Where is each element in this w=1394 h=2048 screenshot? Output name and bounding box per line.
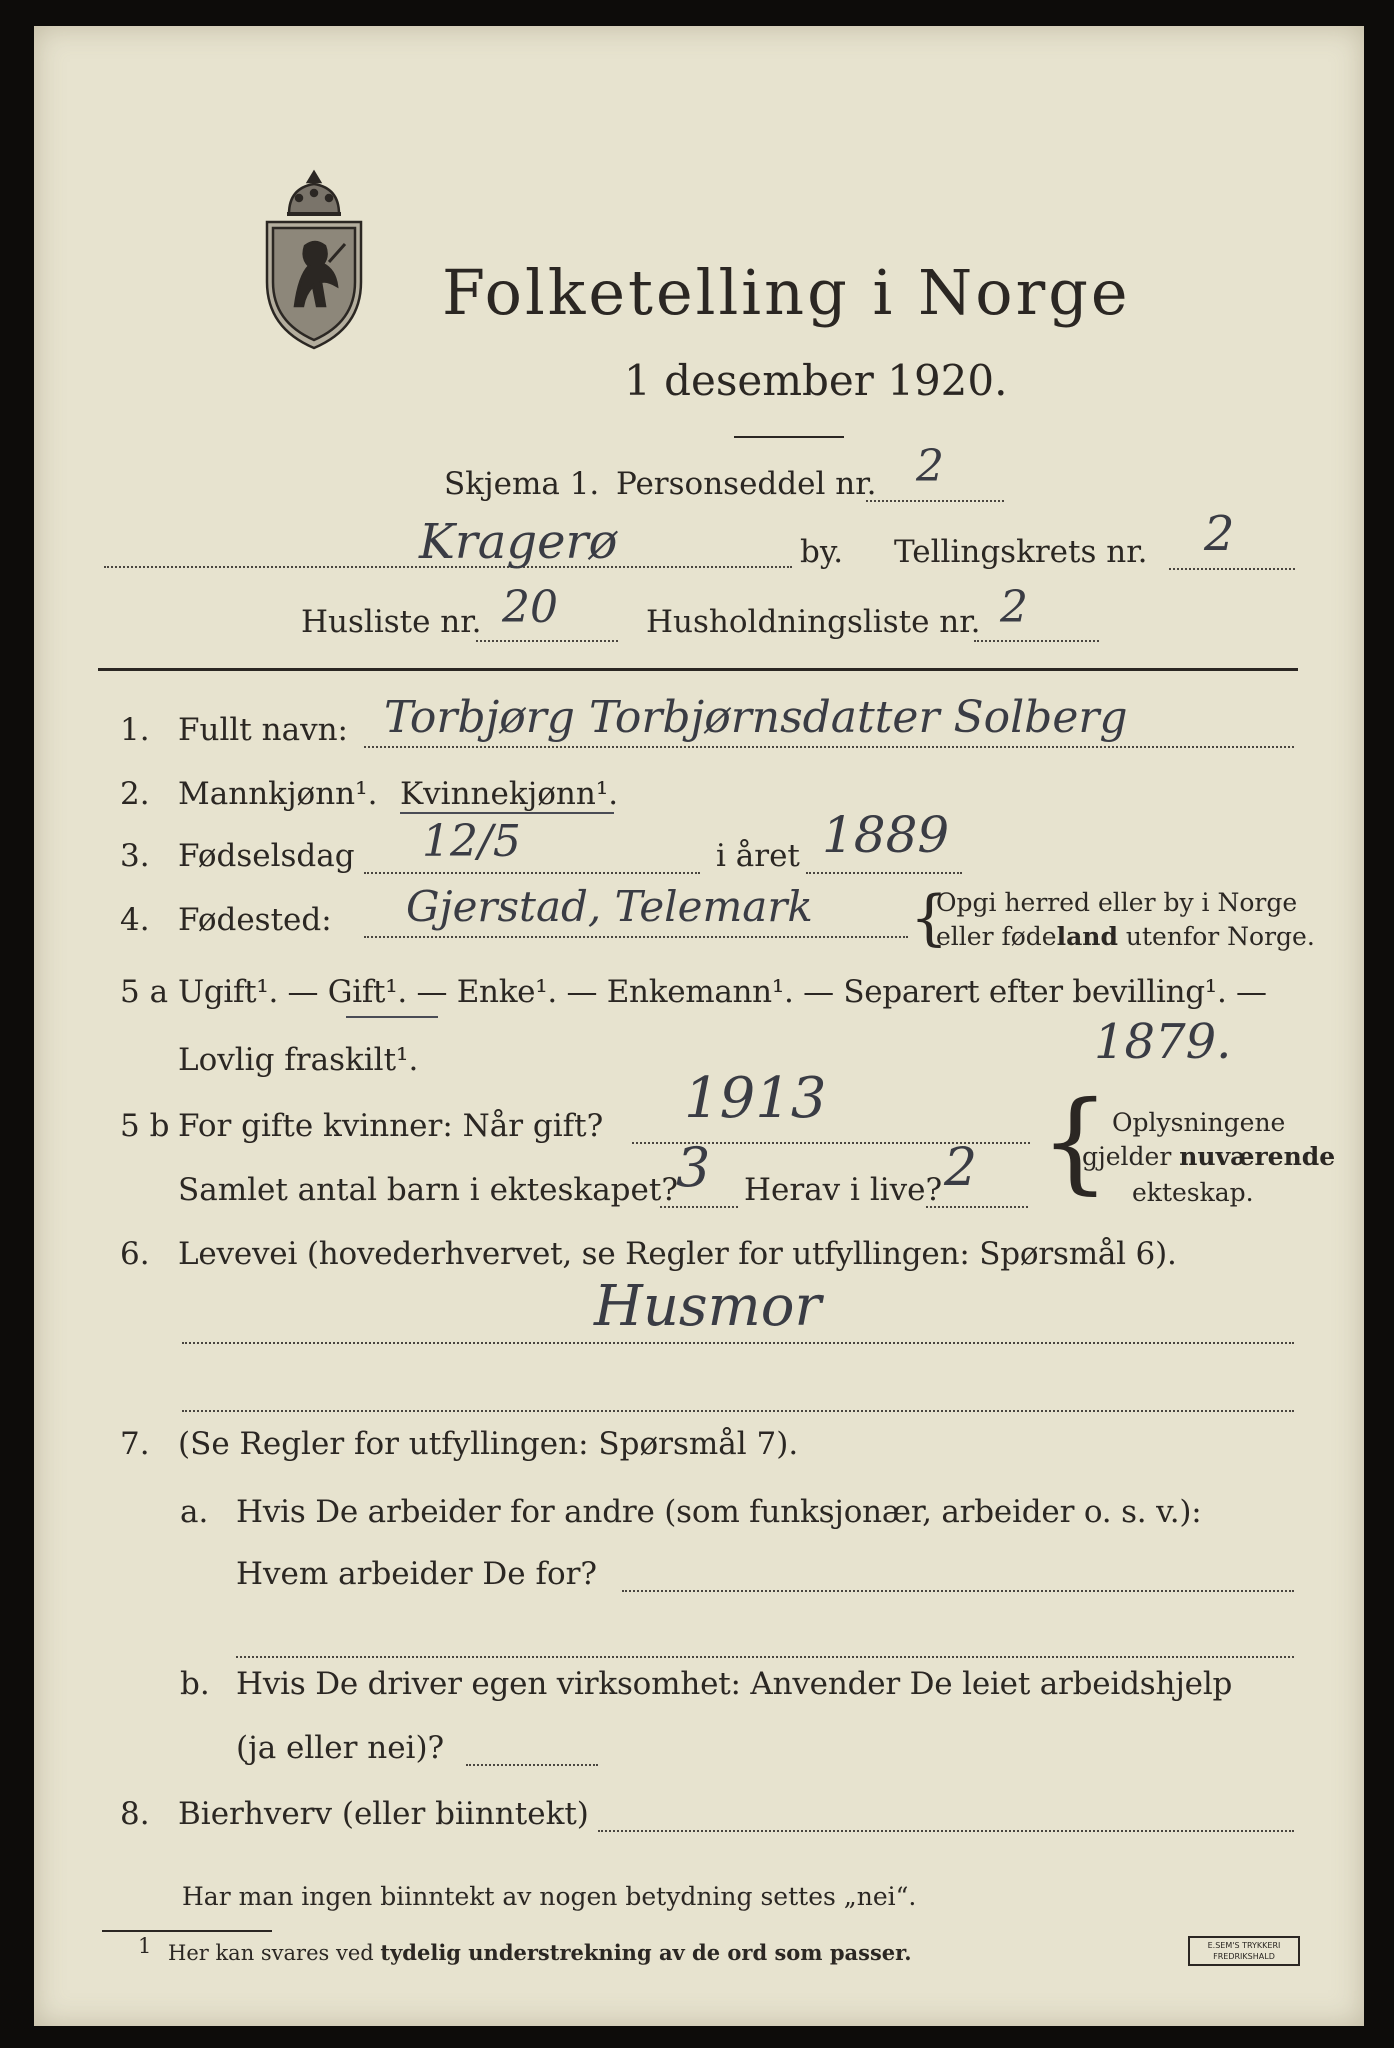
q1-value: Torbjørg Torbjørnsdatter Solberg <box>384 692 1128 743</box>
q5b-alive-label: Herav i live? <box>744 1172 943 1208</box>
form-title: Folketelling i Norge <box>442 256 1131 329</box>
husliste-line <box>476 640 618 642</box>
q4-label: Fødested: <box>178 902 332 938</box>
printer-stamp-line1: E.SEM'S TRYKKERI <box>1207 1941 1281 1950</box>
q7-label: (Se Regler for utfyllingen: Spørsmål 7). <box>178 1426 799 1462</box>
q5b-note-brace: { <box>1040 1077 1110 1205</box>
q4-line <box>364 936 908 938</box>
husliste-value: 20 <box>502 582 558 633</box>
q5b-alive-value: 2 <box>944 1138 978 1198</box>
q5b-alive-line <box>926 1206 1028 1208</box>
q5b-married-label: For gifte kvinner: Når gift? <box>178 1108 604 1144</box>
q5b-children-value: 3 <box>676 1136 711 1199</box>
q4-value: Gjerstad, Telemark <box>406 882 813 931</box>
footnote-text: Her kan svares ved tydelig understrekning av de ord som passer. <box>168 1940 912 1965</box>
norway-lion-coat-of-arms-icon <box>259 166 369 356</box>
q1-label: Fullt navn: <box>178 712 348 748</box>
q5b-married-value: 1913 <box>684 1066 827 1131</box>
q5a-number: 5 a <box>120 974 169 1010</box>
census-form-sheet <box>34 26 1364 2026</box>
header-divider <box>98 668 1298 671</box>
form-date: 1 desember 1920. <box>624 356 1008 405</box>
q4-note-line2: eller fødeland utenfor Norge. <box>936 922 1315 951</box>
q2-number: 2. <box>120 776 150 812</box>
husholdningsliste-line <box>974 640 1099 642</box>
husholdningsliste-label: Husholdningsliste nr. <box>646 604 981 640</box>
q3-label: Fødselsdag <box>178 838 355 874</box>
q3-year-value: 1889 <box>822 806 950 864</box>
q2-kvinnekjonn-underline <box>400 812 614 814</box>
tellingskrets-value: 2 <box>1204 506 1235 562</box>
q4-note-line1: Opgi herred eller by i Norge <box>936 888 1298 917</box>
q5b-number: 5 b <box>120 1108 170 1144</box>
footnote-mark: 1 <box>138 1934 152 1958</box>
q7-number: 7. <box>120 1426 150 1462</box>
q7a-number: a. <box>180 1494 209 1530</box>
q1-line <box>364 746 1294 748</box>
q8-line <box>598 1830 1294 1832</box>
q7b-line2: (ja eller nei)? <box>236 1730 445 1766</box>
q7a-line-extra <box>236 1656 1294 1658</box>
q5b-children-label: Samlet antal barn i ekteskapet? <box>178 1172 678 1208</box>
q1-number: 1. <box>120 712 150 748</box>
q7b-number: b. <box>180 1666 210 1702</box>
q7a-line <box>622 1590 1294 1592</box>
q5b-note-line3: ekteskap. <box>1132 1178 1254 1207</box>
q6-value: Husmor <box>594 1274 822 1339</box>
q7b-line1: Hvis De driver egen virksomhet: Anvender De leiet arbeidshjelp <box>236 1666 1233 1702</box>
q8-label: Bierhverv (eller biinntekt) <box>178 1796 589 1832</box>
q5a-line2: Lovlig fraskilt¹. <box>178 1042 419 1078</box>
q7b-line <box>466 1764 598 1766</box>
q7a-line2: Hvem arbeider De for? <box>236 1556 598 1592</box>
skjema-label: Skjema 1. <box>444 466 600 502</box>
tellingskrets-label: Tellingskrets nr. <box>894 534 1148 570</box>
q6-number: 6. <box>120 1236 150 1272</box>
q5b-note-line2: gjelder nuværende <box>1082 1142 1336 1171</box>
q7a-line1: Hvis De arbeider for andre (som funksjonær, arbeider o. s. v.): <box>236 1494 1202 1530</box>
q6-line2 <box>182 1410 1294 1412</box>
title-divider <box>734 436 844 438</box>
personseddel-line <box>866 500 1004 502</box>
q2-mannkjonn: Mannkjønn¹. <box>178 776 378 812</box>
q6-line1 <box>182 1342 1294 1344</box>
q5a-hand-value: 1879. <box>1094 1014 1232 1070</box>
personseddel-label: Personseddel nr. <box>616 466 877 502</box>
q5a-line1: Ugift¹. — Gift¹. — Enke¹. — Enkemann¹. — Separert efter bevilling¹. — <box>178 974 1267 1010</box>
q3-value: 12/5 <box>422 816 521 867</box>
q3-year-label: i året <box>716 838 800 874</box>
q5b-children-line <box>660 1206 738 1208</box>
footnote-nei: Har man ingen biinntekt av nogen betydning settes „nei“. <box>182 1882 917 1911</box>
by-value: Kragerø <box>419 514 618 570</box>
q2-kvinnekjonn: Kvinnekjønn¹. <box>400 776 619 812</box>
tellingskrets-line <box>1169 568 1295 570</box>
q5b-note-line1: Oplysningene <box>1112 1108 1286 1137</box>
printer-stamp-line2: FREDRIKSHALD <box>1213 1952 1275 1961</box>
q5a-gift-underline <box>346 1016 438 1018</box>
q4-number: 4. <box>120 902 150 938</box>
personseddel-value: 2 <box>916 441 944 492</box>
printer-stamp <box>1188 1936 1300 1966</box>
q3-number: 3. <box>120 838 150 874</box>
footnote-divider <box>102 1930 272 1932</box>
q6-label: Levevei (hovederhvervet, se Regler for utfyllingen: Spørsmål 6). <box>178 1236 1177 1272</box>
q3-day-line <box>364 872 700 874</box>
q8-number: 8. <box>120 1796 150 1832</box>
by-label: by. <box>800 534 844 570</box>
husholdningsliste-value: 2 <box>1000 582 1028 633</box>
husliste-label: Husliste nr. <box>301 604 482 640</box>
q3-year-line <box>806 872 962 874</box>
q4-note-brace: { <box>910 883 949 953</box>
